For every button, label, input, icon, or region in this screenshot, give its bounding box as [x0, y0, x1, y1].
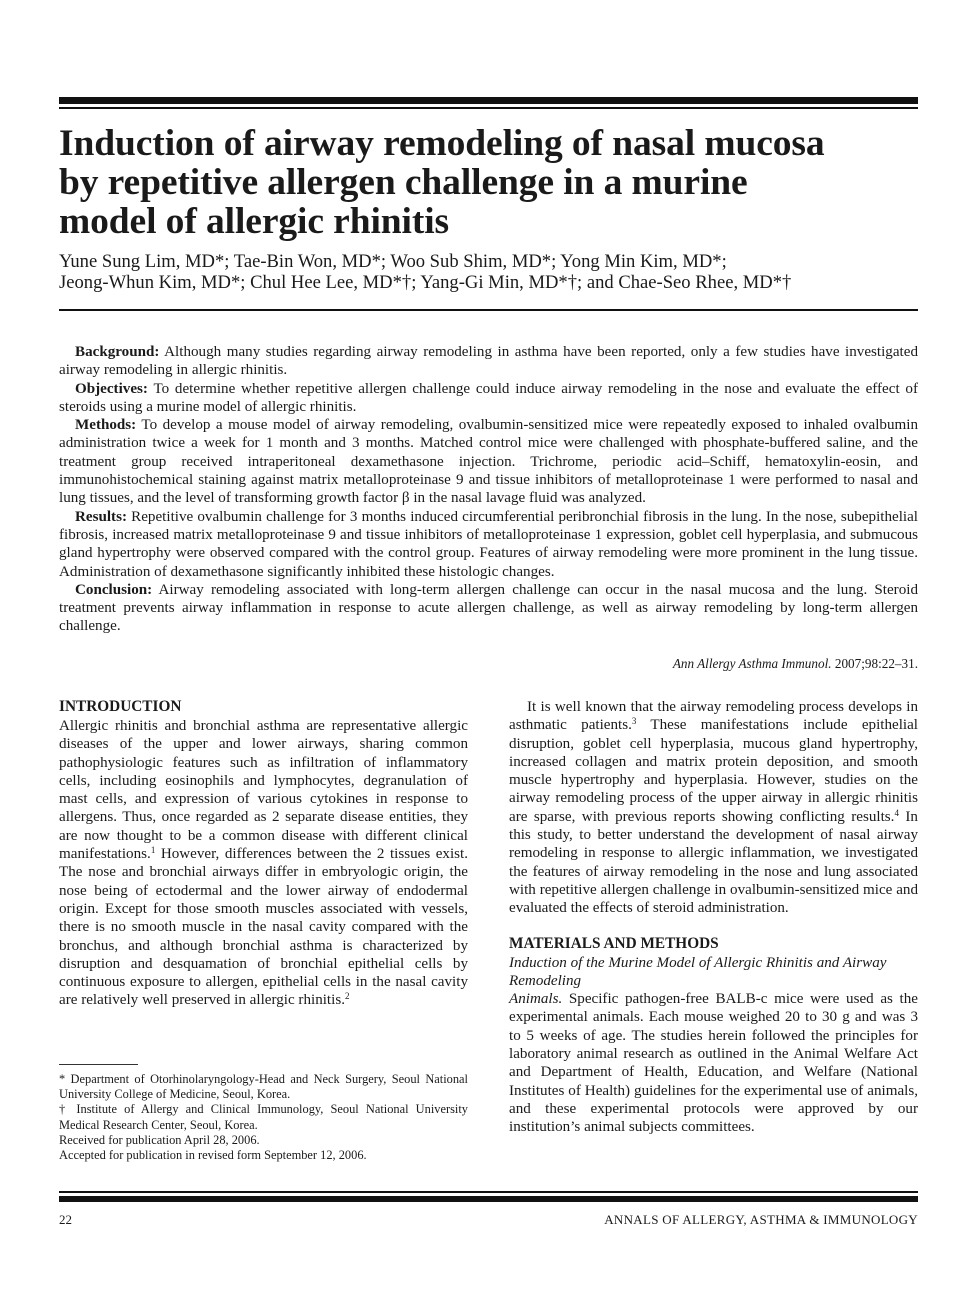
section-label: Conclusion:: [75, 581, 153, 598]
abstract-objectives: [59, 380, 918, 417]
section-heading: MATERIALS AND METHODS: [509, 934, 719, 952]
section-label: Background:: [75, 344, 160, 360]
subsection-heading: Induction of the Murine Model of Allergic Rhinitis and Airway Remodeling: [509, 954, 887, 989]
footnote-accepted: Accepted for publication in revised form September 12, 2006.: [59, 1148, 367, 1163]
bottom-rule-thick: [59, 1196, 918, 1202]
footnote-affiliation: * Department of Otorhinolaryngology-Head and Neck Surgery, Seoul National University College of Medicine, Seoul, Korea.: [59, 1072, 468, 1102]
paragraph-text: Allergic rhinitis and bronchial asthma are representative allergic diseases of the upper and lower airways, sharing common pathophysiologic features such as infiltration of inflammatory cells, including eosinophils and lymphocytes, degranulation of mast cells, and expression of various cytokines in response to allergens. Thus, once regarded as 2 separate disease entities, they are now thought to be a common disease with different clinical manifestations.: [59, 718, 468, 863]
abstract-text: To develop a mouse model of airway remodeling, ovalbumin-sensitized mice were repeatedly exposed to inhaled ovalbumin administration twice a week for 1 month and 3 months. Matched control mice were challenged with phosphate-buffered saline, and the treatment group received intraperitoneal dexamethasone injection. Trichrome, periodic acid–Schiff, hematoxylin-eosin, and immunohistochemical staining against matrix metalloproteinase 9 and tissue inhibitors of metalloproteinase 1 were performed to nasal and lung tissues, and the level of transforming growth factor β in the nasal lavage fluid was analyzed.: [59, 417, 918, 507]
article-title: [59, 124, 939, 241]
footnotes: [59, 1072, 468, 1163]
body-paragraph: [59, 717, 468, 1010]
reference-link[interactable]: 3: [631, 716, 637, 727]
reference-link[interactable]: 4: [894, 807, 899, 818]
paragraph-text: These manifestations include epithelial disruption, goblet cell hyperplasia, mucous gland hypertrophy, increased collagen and matrix protein deposition, and smooth muscle hypertrophy and hyperplasia. However, studies on the airway remodeling process of the upper airway in allergic rhinitis are sparse, with previous reports showing conflicting results.: [509, 717, 918, 825]
title-line: model of allergic rhinitis: [59, 201, 450, 242]
citation: [673, 656, 918, 672]
paragraph-text: However, differences between the 2 tissues exist. The nose and bronchial airways differ in embryologic origin, the nose being of ectodermal and the lower airway of endodermal origin. Except for those smooth muscles associated with vessels, there is no smooth muscle in the nasal cavity compared with the bronchus, and although bronchial asthma is characterized by disruption and desquamation of bronchial epithelial cells by continuous exposure to allergen, epithelial cells in the nasal cavity are relatively well preserved in allergic rhinitis.: [59, 846, 468, 1009]
journal-name: ANNALS OF ALLERGY, ASTHMA & IMMUNOLOGY: [604, 1212, 918, 1227]
paragraph-label: Animals.: [509, 991, 563, 1008]
footnote-rule: [59, 1064, 138, 1065]
abstract-results: [59, 508, 918, 581]
page-number: 22: [59, 1212, 72, 1227]
section-label: Methods:: [75, 417, 137, 434]
title-line: Induction of airway remodeling of nasal mucosa: [59, 123, 825, 164]
section-label: Results:: [75, 508, 127, 525]
body-paragraph: [509, 990, 918, 1136]
abstract-methods: [59, 416, 918, 507]
top-rule-thin: [59, 107, 918, 109]
abstract: [59, 343, 918, 636]
right-column: [509, 698, 918, 1137]
abstract-text: Airway remodeling associated with long-term allergen challenge can occur in the nasal mucosa and the lung. Steroid treatment prevents airway inflammation in response to acute allergen challenge, as well as airway remodeling by long-term allergen challenge.: [59, 581, 918, 635]
abstract-conclusion: [59, 581, 918, 636]
author-list: [59, 251, 939, 293]
left-column: [59, 698, 468, 1010]
abstract-text: To determine whether repetitive allergen challenge could induce airway remodeling in the nose and evaluate the effect of steroids using a murine model of allergic rhinitis.: [59, 380, 918, 415]
paragraph-text: It is well known that the airway remodeling process develops in asthmatic patients.: [509, 699, 918, 734]
abstract-text: Repetitive ovalbumin challenge for 3 months induced circumferential peribronchial fibrosis in the lung. In the nose, subepithelial fibrosis, increased matrix metalloproteinase 9 and tissue inhibitors of metalloproteinase 1 expression, goblet cell hyperplasia, and submucous gland hypertrophy were observed compared with the control group. Features of airway remodeling were more prominent in the lung tissue. Administration of dexamethasone significantly inhibited these histologic changes.: [59, 508, 918, 580]
abstract-background: [59, 343, 918, 380]
section-heading: INTRODUCTION: [59, 698, 182, 715]
reference-link[interactable]: 2: [344, 991, 350, 1002]
footnote-affiliation: † Institute of Allergy and Clinical Immunology, Seoul National University Medical Research Center, Seoul, Korea.: [59, 1102, 468, 1132]
bottom-rule-thin: [59, 1191, 918, 1193]
footnote-received: Received for publication April 28, 2006.: [59, 1132, 260, 1147]
reference-link[interactable]: 1: [150, 845, 156, 856]
abstract-text: Although many studies regarding airway remodeling in asthma have been reported, only a few studies have investigated airway remodeling in allergic rhinitis.: [59, 344, 918, 379]
paragraph-text: In this study, to better understand the development of nasal airway remodeling in response to allergic inflammation, we investigated the features of airway remodeling in the nose and lung associated with repetitive allergen challenge in ovalbumin-sensitized mice and evaluated the effects of steroid administration.: [509, 808, 918, 917]
author-line: Yune Sung Lim, MD*; Tae-Bin Won, MD*; Woo Sub Shim, MD*; Yong Min Kim, MD*;: [59, 251, 727, 272]
citation-details: 2007;98:22–31.: [831, 656, 918, 671]
author-line: Jeong-Whun Kim, MD*; Chul Hee Lee, MD*†; Yang-Gi Min, MD*†; and Chae-Seo Rhee, MD*†: [59, 272, 792, 293]
body-paragraph: [509, 698, 918, 918]
author-rule: [59, 309, 918, 311]
paragraph-text: Specific pathogen-free BALB-c mice were used as the experimental animals. Each mouse weighed 20 to 30 g and was 3 to 5 weeks of age. The studies herein followed the principles for laboratory animal research as outlined in the Animal Welfare Act and Department of Health, Education, and Welfare (National Institutes of Health) guidelines for the experimental use of animals, and these experimental protocols were approved by our institution’s animal subjects committees.: [509, 991, 918, 1136]
citation-journal: Ann Allergy Asthma Immunol.: [672, 656, 832, 671]
section-label: Objectives:: [75, 380, 148, 397]
title-line: by repetitive allergen challenge in a murine: [59, 162, 748, 203]
top-rule-thick: [59, 97, 918, 104]
